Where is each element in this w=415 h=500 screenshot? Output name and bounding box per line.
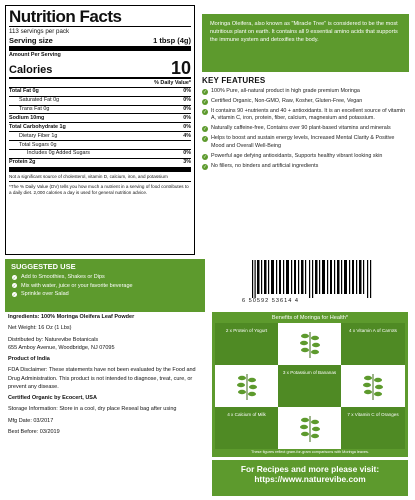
daily-value-header <box>9 77 191 87</box>
check-icon: ✓ <box>203 89 207 94</box>
nutrient-row <box>9 131 191 140</box>
ingredients: Ingredients: 100% Moringa Oleifera Leaf Powder <box>8 314 135 320</box>
suggested-use-title: SUGGESTED USE <box>11 262 76 271</box>
feature-item <box>202 125 409 133</box>
suggested-use-text: Sprinkle over Salad <box>21 291 69 298</box>
benefit-cell: 4 x Vitamin A of Carrots <box>341 323 405 365</box>
benefit-cell: 4 x Calcium of Milk <box>215 407 278 449</box>
nutrient-label: Saturated Fat 0g <box>19 97 60 104</box>
nutrient-dv: 0% <box>183 106 191 113</box>
recipes-banner <box>212 460 408 496</box>
not-significant-note: Not a significant source of cholesterol, vitamin D, calcium, iron, and potassium <box>9 167 191 180</box>
nutrient-row <box>9 96 191 105</box>
moringa-leaf-icon <box>278 323 341 365</box>
amount-per-serving <box>9 46 191 58</box>
nutrient-dv: 4% <box>183 132 191 139</box>
website-link[interactable]: https://www.naturevibe.com <box>254 474 366 484</box>
nutrient-row <box>9 122 191 131</box>
check-icon: ✓ <box>203 163 207 169</box>
nutrient-row <box>9 158 191 167</box>
nutrient-dv: 0% <box>183 150 191 157</box>
nutrient-row <box>9 87 191 96</box>
feature-item <box>202 108 409 123</box>
nutrient-dv: 0% <box>183 115 191 122</box>
nutrient-dv: 0% <box>183 123 191 130</box>
nutrient-row <box>9 149 191 158</box>
check-icon: ✓ <box>203 98 207 104</box>
suggested-use-item <box>11 290 199 299</box>
daily-value-header-label: % Daily Value* <box>154 79 191 86</box>
fda-disclaimer: FDA Disclaimer: These statements have not been evaluated by the Food and Drug Administration. This product is not intended to diagnose, treat, cure, or prevent any disease. <box>8 367 196 390</box>
calories-row <box>9 59 191 77</box>
nutrient-label: Total Fat 0g <box>9 88 39 95</box>
nutrient-dv: 3% <box>183 159 191 166</box>
suggested-use-item <box>11 273 199 282</box>
nutrient-label: Dietary Fiber 1g <box>19 132 58 139</box>
nutrient-label: Protein 2g <box>9 159 36 166</box>
check-icon: ✓ <box>203 126 207 132</box>
nutrient-label: Sodium 10mg <box>9 115 45 122</box>
nutrient-dv: 0% <box>183 97 191 104</box>
key-features-title: KEY FEATURES <box>202 76 266 85</box>
check-icon: ✓ <box>203 136 207 142</box>
suggested-use-item <box>11 282 199 291</box>
nutrient-row <box>9 105 191 114</box>
benefit-cell: 7 x Vitamin C of Oranges <box>341 407 405 449</box>
benefits-note: These figures reflect gram-for-gram comparisons with Moringa leaves. <box>251 450 369 454</box>
best-before: Best Before: 03/2019 <box>8 428 60 435</box>
nutrition-facts-panel <box>5 5 195 255</box>
check-icon: ✓ <box>12 274 17 280</box>
nutrient-label: Total Sugars 0g <box>19 141 57 148</box>
feature-text: Certified Organic, Non-GMO, Raw, Kosher, Gluten-Free, Vegan <box>211 97 363 104</box>
benefit-cell: 3 x Potassium of Bananas <box>278 365 341 407</box>
barcode-bars <box>252 260 372 298</box>
servings-per-pack: 113 servings per pack <box>9 26 191 35</box>
nutrient-row <box>9 140 191 149</box>
moringa-leaf-icon <box>278 407 341 449</box>
barcode <box>212 260 408 308</box>
amount-per-serving-label: Amount Per Serving <box>9 52 61 59</box>
key-features-list <box>202 88 409 170</box>
feature-item <box>202 163 409 171</box>
product-origin: Product of India <box>8 356 50 362</box>
calories-value: 10 <box>170 57 191 78</box>
storage-information: Storage Information: Store in a cool, dry place Reseal bag after using <box>8 406 177 413</box>
feature-item <box>202 88 409 96</box>
nutrient-row <box>9 113 191 122</box>
intro-text: Moringa Oleifera, also known as "Miracle Tree" is considered to be the most nutritious plant on earth. It contains all 9 essential amino acids that supports the immune system and detoxifies the body. <box>210 21 398 44</box>
mfg-date: Mfg Date: 03/2017 <box>8 417 54 424</box>
nutrient-label: Total Carbohydrate 1g <box>9 123 66 130</box>
key-features-section <box>202 76 409 276</box>
serving-size-row <box>9 35 191 46</box>
check-icon: ✓ <box>203 108 207 114</box>
certified-organic: Certified Organic by Ecocert, USA <box>8 395 97 401</box>
calories-label: Calories <box>9 63 53 76</box>
check-icon: ✓ <box>203 153 207 159</box>
feature-item <box>202 135 409 150</box>
moringa-leaf-icon <box>341 365 405 407</box>
product-info <box>8 313 198 498</box>
serving-size-label: Serving size <box>9 36 53 46</box>
feature-text: No fillers, no binders and artificial ingredients <box>211 162 319 169</box>
feature-text: Powerful age defying antioxidants, Supports healthy vibrant looking skin <box>211 152 383 159</box>
suggested-use-list <box>11 273 199 299</box>
benefits-panel <box>212 312 408 457</box>
feature-text: Helps to boost and sustain energy levels, Increased Mental Clarity & Positive Mood and Overall Well-Being <box>211 135 395 149</box>
daily-value-footnote: *The % Daily Value (DV) tells you how much a nutrient in a serving of food contributes to a daily diet. 2,000 calories a day is used for general nutrition advice. <box>9 181 191 195</box>
moringa-intro-box <box>202 14 409 72</box>
check-icon: ✓ <box>12 283 17 289</box>
feature-item <box>202 98 409 106</box>
nutrient-label: Trans Fat 0g <box>19 106 50 113</box>
benefit-cell: 2 x Protein of Yogurt <box>215 323 278 365</box>
feature-text: 100% Pure, all-natural product in high grade premium Moringa <box>211 88 360 94</box>
nutrient-label: Includes 0g Added Sugars <box>27 150 90 157</box>
barcode-number: 6 50592 53614 4 <box>242 298 299 304</box>
net-weight: Net Weight: 16 Oz (1 Lbs) <box>8 325 72 332</box>
distributor-address: 655 Amboy Avenue, Woodbridge, NJ 07095 <box>8 344 115 351</box>
feature-text: Naturally caffeine-free, Contains over 90 plant-based vitamins and minerals <box>211 125 391 132</box>
nutrition-title: Nutrition Facts <box>9 7 122 26</box>
distributed-by: Distributed by: Naturevibe Botanicals <box>8 336 99 343</box>
benefits-title: Benefits of Moringa for Health* <box>271 315 349 321</box>
serving-size-value: 1 tbsp (4g) <box>153 36 191 46</box>
benefits-grid <box>215 323 405 449</box>
suggested-use-text: Add to Smoothies, Shakes or Dips <box>21 274 105 280</box>
recipes-text: For Recipes and more please visit: <box>240 464 380 474</box>
feature-text: It contains 90 +nutrients and 40 + antioxidants. It is an excellent source of vitamin A, vitamin C, iron, protein, fiber, calcium, magnesium and potassium. <box>211 107 406 122</box>
suggested-use-box <box>5 259 205 312</box>
suggested-use-text: Mix with water, juice or your favorite beverage <box>21 282 133 289</box>
nutrient-dv: 0% <box>183 88 191 95</box>
feature-item <box>202 153 409 161</box>
check-icon: ✓ <box>12 291 17 297</box>
moringa-leaf-icon <box>215 365 278 407</box>
